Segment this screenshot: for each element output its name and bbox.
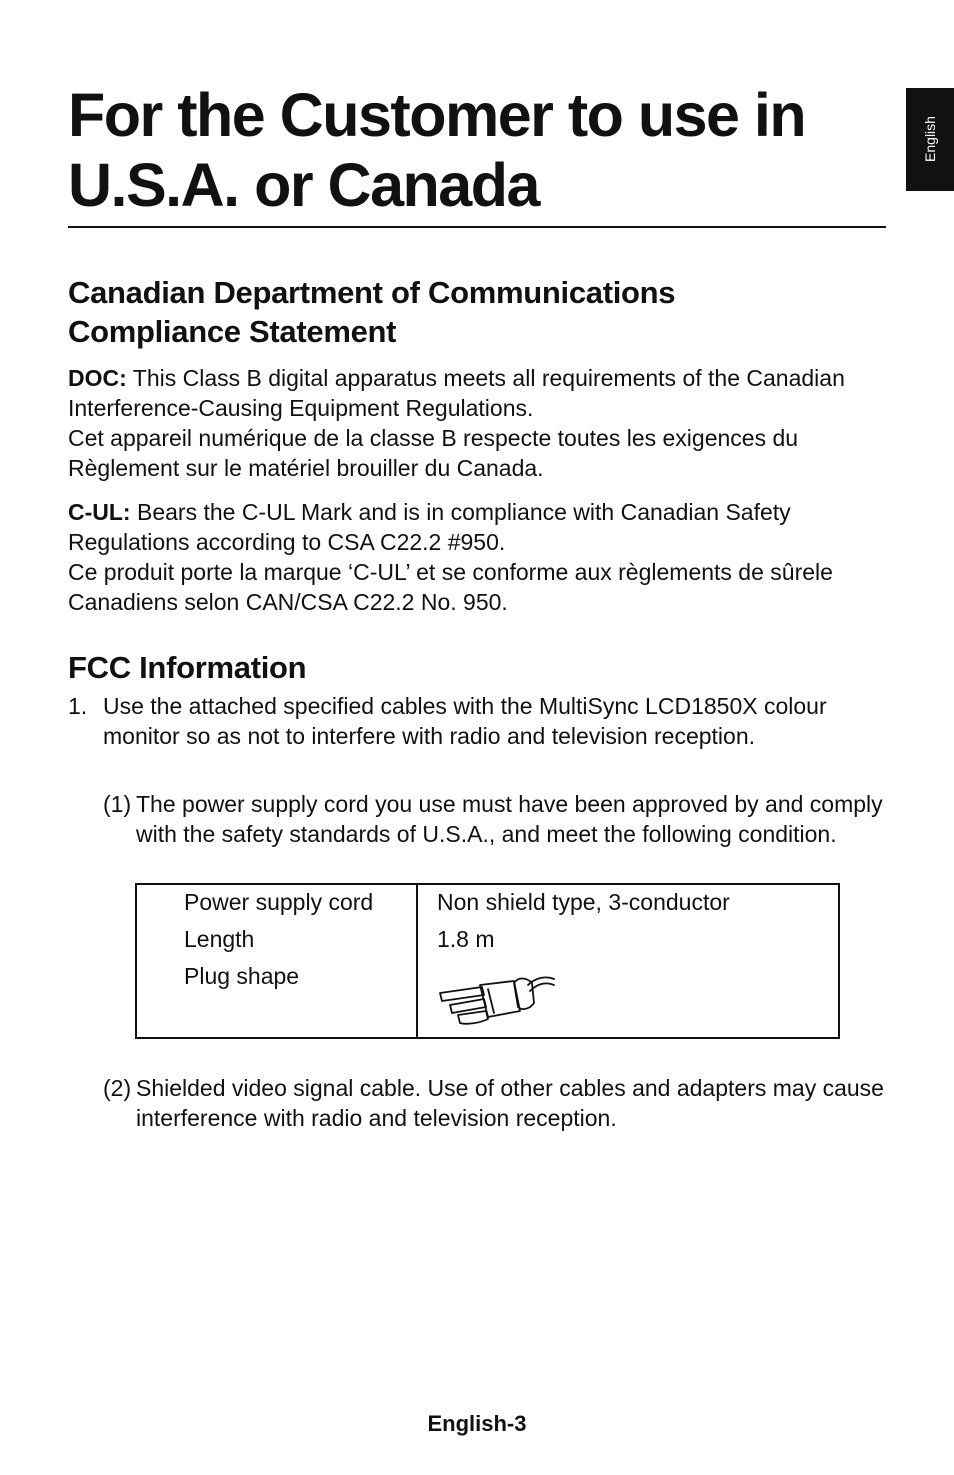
title-divider [68,226,886,228]
doc-text-french: Cet appareil numérique de la classe B respecte toutes les exigences du Règlement sur le matériel brouiller du Canada. [68,425,799,481]
list-item-number: 1. [68,693,88,719]
spec-label-plug-shape: Plug shape [184,963,300,989]
sub-item-number: (1) [103,791,132,817]
spec-value-power-cord: Non shield type, 3-conductor [437,889,730,915]
table-column-divider [416,885,418,1037]
doc-statement [68,363,898,483]
power-cord-spec-table [135,883,840,1039]
three-prong-plug-icon [436,971,556,1027]
doc-text: This Class B digital apparatus meets all requirements of the Canadian Interference-Causing Equipment Regulations. [68,365,845,421]
page-title: For the Customer to use in U.S.A. or Canada [68,81,806,219]
spec-label-length: Length [184,926,255,952]
spec-label-power-cord: Power supply cord [184,889,374,915]
list-item-text: Use the attached specified cables with the MultiSync LCD1850X colour monitor so as not to interfere with radio and television reception. [103,693,827,749]
cul-label: C-UL: [68,499,131,525]
cul-text-french: Ce produit porte la marque ‘C-UL’ et se conforme aux règlements de sûrele Canadiens selon CAN/CSA C22.2 No. 950. [68,559,833,615]
doc-label: DOC: [68,365,127,391]
language-tab-label: English [922,116,938,162]
page-footer-number: English-3 [427,1411,527,1436]
cul-text: Bears the C-UL Mark and is in compliance with Canadian Safety Regulations according to CSA C22.2 #950. [68,499,791,555]
sub-item-number: (2) [103,1075,132,1101]
fcc-heading: FCC Information [68,650,307,685]
sub-item-text: The power supply cord you use must have been approved by and comply with the safety standards of U.S.A., and meet the following condition. [136,791,883,847]
cul-statement [68,497,898,617]
doc-compliance-heading: Canadian Department of Communications Compliance Statement [68,275,676,349]
spec-value-length: 1.8 m [437,926,495,952]
sub-item-text: Shielded video signal cable. Use of other cables and adapters may cause interference with radio and television reception. [136,1075,884,1131]
language-side-tab [906,88,954,191]
